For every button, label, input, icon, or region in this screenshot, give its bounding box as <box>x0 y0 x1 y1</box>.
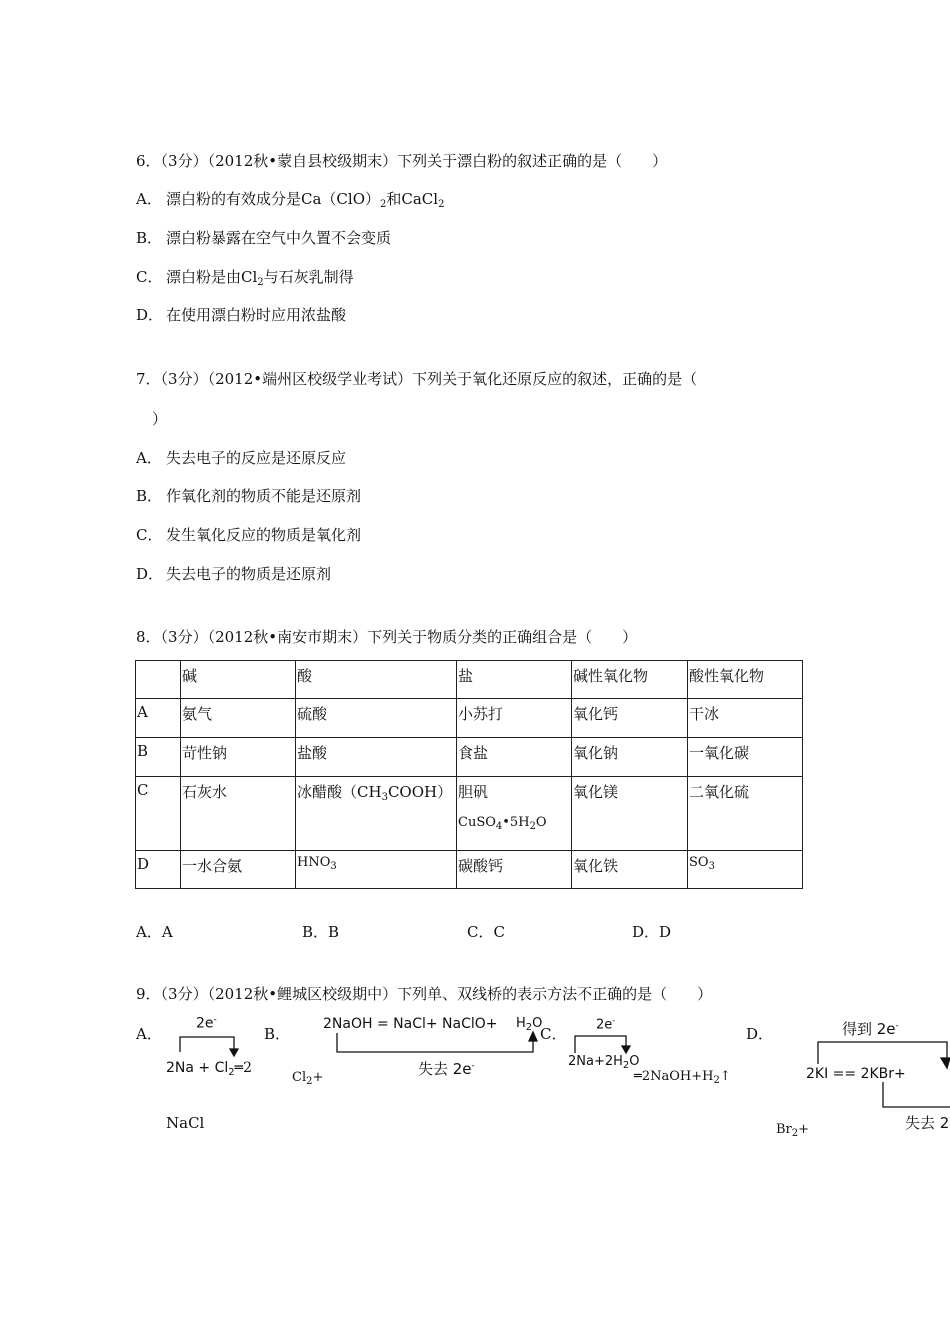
table-cell: 冰醋酸$(CH_3COOH)$ <box>296 777 457 851</box>
table-cell: 一水合氨 <box>181 851 296 889</box>
table-cell: 石灰水 <box>181 777 296 851</box>
b-after: $Cl_2+$ <box>292 1070 324 1087</box>
b-equation: 2NaOH = NaCl+ NaClO+ <box>323 1016 498 1032</box>
row-label: C <box>136 777 181 851</box>
header-cell: 酸 <box>296 661 457 699</box>
q7-stem: 7．（3分）（2012•端州区校级学业考试）下列关于氧化还原反应的叙述，正确的是（ <box>136 370 698 388</box>
c-bracket <box>575 1036 630 1053</box>
table-cell: 氧化镁 <box>572 777 688 851</box>
table-cell: 盐酸 <box>296 738 457 777</box>
row-label: D <box>136 851 181 889</box>
d-after: $Br_2+$ <box>776 1122 810 1139</box>
q7-option-b[interactable]: B． 作氧化剂的物质不能是还原剂 <box>136 487 362 505</box>
q8-answer-b[interactable]: B．B <box>302 923 340 941</box>
c-equation-right: $═2NaOH+H_2↑$ <box>634 1069 731 1086</box>
row-label: A <box>136 699 181 738</box>
d-equation: 2KI == 2KBr+ <box>806 1066 906 1082</box>
q8-answer-d[interactable]: D．D <box>632 923 672 941</box>
table-cell: 碳酸钙 <box>457 851 572 889</box>
header-cell: 碱性氧化物 <box>572 661 688 699</box>
q9-option-c-letter[interactable]: C． <box>540 1025 567 1043</box>
table-cell: 小苏打 <box>457 699 572 738</box>
q8-stem: 8．（3分）（2012秋•南安市期末）下列关于物质分类的正确组合是（ ） <box>136 628 638 646</box>
d-gain-bracket <box>818 1042 950 1068</box>
table-cell: 氧化钙 <box>572 699 688 738</box>
q7-option-a[interactable]: A． 失去电子的反应是还原反应 <box>136 449 347 467</box>
a-electron-label: 2e- <box>196 1015 217 1032</box>
table-cell: 硫酸 <box>296 699 457 738</box>
q8-answer-a[interactable]: A．A <box>136 923 173 941</box>
q9-option-a-letter[interactable]: A． <box>136 1025 162 1043</box>
table-cell: 胆矾 $CuSO_4•5H_2O$ <box>457 777 572 851</box>
table-cell: $HNO_3$ <box>296 851 457 889</box>
a-equation: $2Na + Cl_2═2$ <box>166 1060 252 1078</box>
table-cell: 二氧化硫 <box>688 777 803 851</box>
table-cell: 一氧化碳 <box>688 738 803 777</box>
q6-option-c[interactable]: C． 漂白粉是由$Cl_2$与石灰乳制得 <box>136 268 354 288</box>
table-cell: 氨气 <box>181 699 296 738</box>
row-label: B <box>136 738 181 777</box>
q7-stem-end: ） <box>152 410 168 428</box>
header-cell: 碱 <box>181 661 296 699</box>
q9-stem: 9．（3分）（2012秋•鲤城区校级期中）下列单、双线桥的表示方法不正确的是（ ） <box>136 985 713 1003</box>
table-cell: 氧化钠 <box>572 738 688 777</box>
q8-answer-c[interactable]: C．C <box>467 923 505 941</box>
q6-option-a[interactable]: A． 漂白粉的有效成分是$Ca(ClO)_2$和CaCl$_2$ <box>136 190 445 210</box>
a-product: NaCl <box>166 1114 205 1132</box>
q7-option-c[interactable]: C． 发生氧化反应的物质是氧化剂 <box>136 526 362 544</box>
q6-option-b[interactable]: B． 漂白粉暴露在空气中久置不会变质 <box>136 229 392 247</box>
q6-option-d[interactable]: D． 在使用漂白粉时应用浓盐酸 <box>136 306 347 324</box>
table-cell: 氧化铁 <box>572 851 688 889</box>
b-lost-label: 失去 2e- <box>418 1060 475 1078</box>
q9-option-b-letter[interactable]: B． <box>264 1025 291 1043</box>
q6-stem: 6．（3分）（2012秋•蒙自县校级期末）下列关于漂白粉的叙述正确的是（ ） <box>136 152 668 170</box>
c-equation-left: $2Na+2H_2O$ <box>568 1054 640 1071</box>
q9-option-d-letter[interactable]: D． <box>746 1025 774 1043</box>
header-cell: 盐 <box>457 661 572 699</box>
c-electron-label: 2e- <box>596 1016 616 1033</box>
d-lost-bracket <box>883 1082 950 1107</box>
table-cell: 干冰 <box>688 699 803 738</box>
d-lost-label: 失去 2 <box>905 1114 950 1132</box>
table-cell: 食盐 <box>457 738 572 777</box>
table-cell: 苛性钠 <box>181 738 296 777</box>
q7-option-d[interactable]: D． 失去电子的物质是还原剂 <box>136 565 332 583</box>
b-bracket <box>337 1032 537 1052</box>
a-bracket <box>180 1037 238 1056</box>
d-gain-label: 得到 2e- <box>842 1020 899 1038</box>
header-cell: 酸性氧化物 <box>688 661 803 699</box>
table-cell: $SO_3$ <box>688 851 803 889</box>
b-water: $H_2O$ <box>516 1016 543 1033</box>
